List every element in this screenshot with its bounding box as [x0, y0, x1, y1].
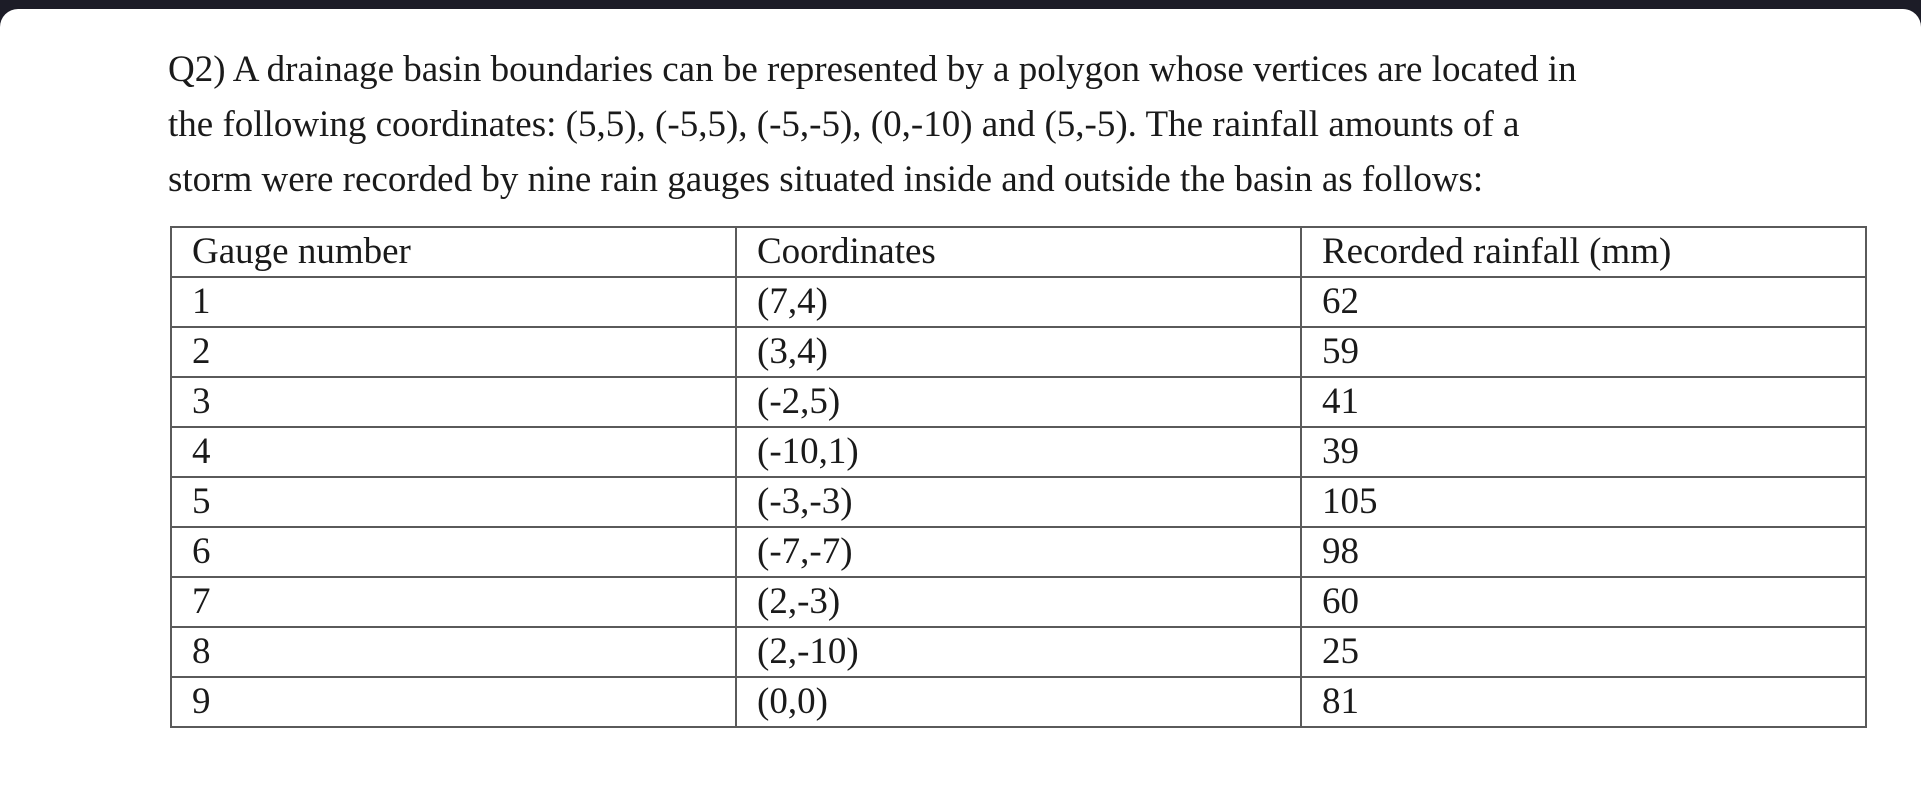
coordinates-cell: (2,-3) [736, 577, 1301, 627]
table-row [171, 627, 1866, 677]
rainfall-cell: 25 [1301, 627, 1866, 677]
gauge-number-cell: 3 [171, 377, 736, 427]
coordinates-cell: (-10,1) [736, 427, 1301, 477]
table-row [171, 577, 1866, 627]
coordinates-cell: (3,4) [736, 327, 1301, 377]
rainfall-cell: 60 [1301, 577, 1866, 627]
gauge-number-cell: 7 [171, 577, 736, 627]
rainfall-cell: 105 [1301, 477, 1866, 527]
header-recorded-rainfall: Recorded rainfall (mm) [1301, 227, 1866, 277]
header-coordinates: Coordinates [736, 227, 1301, 277]
gauge-number-cell: 4 [171, 427, 736, 477]
rainfall-cell: 41 [1301, 377, 1866, 427]
table-row [171, 327, 1866, 377]
gauge-number-cell: 9 [171, 677, 736, 727]
rainfall-cell: 98 [1301, 527, 1866, 577]
rainfall-cell: 62 [1301, 277, 1866, 327]
gauge-number-cell: 1 [171, 277, 736, 327]
rainfall-cell: 81 [1301, 677, 1866, 727]
rainfall-cell: 39 [1301, 427, 1866, 477]
coordinates-cell: (7,4) [736, 277, 1301, 327]
rain-gauge-table [170, 226, 1867, 728]
coordinates-cell: (-3,-3) [736, 477, 1301, 527]
gauge-number-cell: 8 [171, 627, 736, 677]
question-line: storm were recorded by nine rain gauges situated inside and outside the basin as follows: [168, 159, 1484, 200]
question-line: Q2) A drainage basin boundaries can be represented by a polygon whose vertices are located in [168, 49, 1577, 90]
header-gauge-number: Gauge number [171, 227, 736, 277]
table-row [171, 677, 1866, 727]
table-row [171, 427, 1866, 477]
gauge-number-cell: 5 [171, 477, 736, 527]
table-row [171, 277, 1866, 327]
coordinates-cell: (-2,5) [736, 377, 1301, 427]
gauge-number-cell: 6 [171, 527, 736, 577]
document-card [0, 9, 1921, 797]
gauge-number-cell: 2 [171, 327, 736, 377]
table-row [171, 527, 1866, 577]
question-line: the following coordinates: (5,5), (-5,5), (-5,-5), (0,-10) and (5,-5). The rainfall amounts of a [168, 104, 1520, 145]
coordinates-cell: (2,-10) [736, 627, 1301, 677]
coordinates-cell: (0,0) [736, 677, 1301, 727]
table-row [171, 377, 1866, 427]
coordinates-cell: (-7,-7) [736, 527, 1301, 577]
rainfall-cell: 59 [1301, 327, 1866, 377]
table-header-row [171, 227, 1866, 277]
table-row [171, 477, 1866, 527]
question-text [168, 42, 1888, 207]
